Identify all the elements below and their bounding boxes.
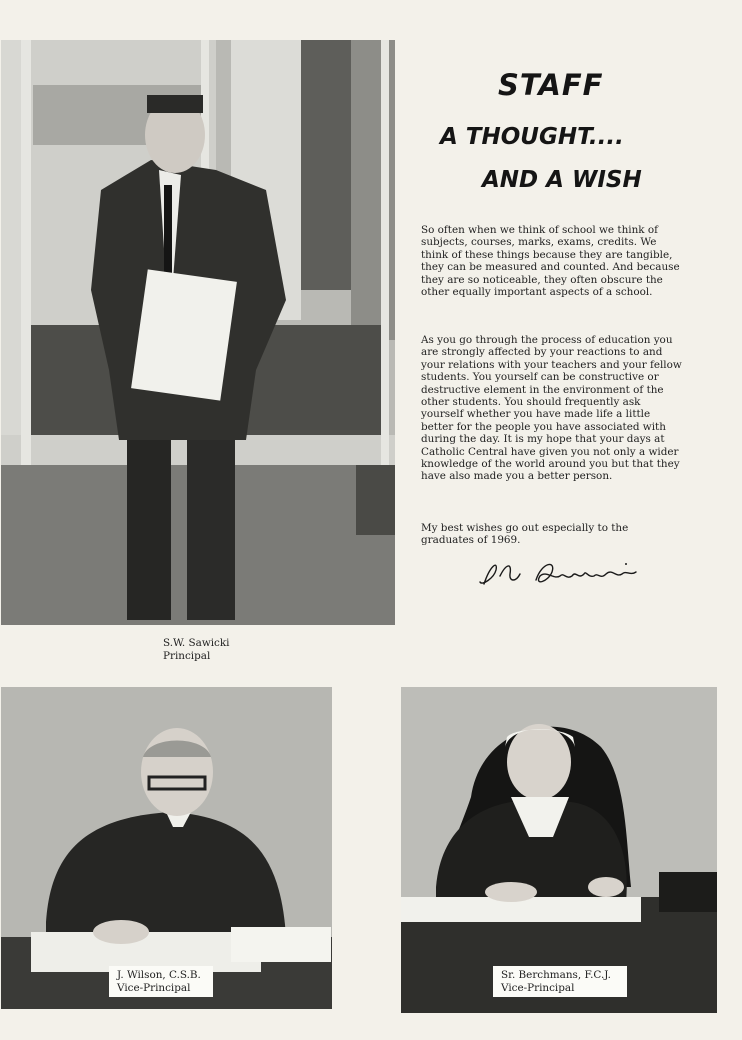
subtitle-line-2: AND A WISH: [482, 167, 642, 193]
principal-signature: [476, 556, 646, 592]
principal-photo: [1, 40, 395, 625]
page-title: STAFF: [498, 68, 604, 102]
staff-name: J. Wilson, C.S.B.: [117, 969, 201, 981]
vice-principal-wilson-photo: [1, 687, 332, 1009]
message-paragraph: So often when we think of school we think of subjects, courses, marks, exams, credits. We think of these things because they are tangible, they can be measured and counted. And because they are so noticeable, they often obscure the other equally important aspects of a school.: [421, 224, 680, 299]
subtitle-line-1: A THOUGHT....: [440, 124, 624, 150]
wilson-caption: [109, 966, 213, 997]
vice-principal-berchmans-photo: [401, 687, 717, 1013]
staff-role: Vice-Principal: [117, 981, 191, 994]
staff-role: Principal: [163, 649, 211, 662]
principal-caption: [163, 637, 230, 662]
staff-name: S.W. Sawicki: [163, 637, 230, 649]
message-paragraph: My best wishes go out especially to the graduates of 1969.: [421, 522, 629, 547]
message-paragraph: As you go through the process of education you are strongly affected by your reactions to and your relations with your teachers and your fellow students. You yourself can be constructive or destructive element in the environment of the other students. You should frequently ask yourself whether you have made life a little better for the people you have associated with during the day. It is my hope that your days at Catholic Central have given you not only a wider knowledge of the world around you but that they have also made you a better person.: [421, 334, 682, 483]
staff-role: Vice-Principal: [501, 981, 575, 994]
berchmans-caption: [493, 966, 627, 997]
staff-name: Sr. Berchmans, F.C.J.: [501, 969, 611, 981]
